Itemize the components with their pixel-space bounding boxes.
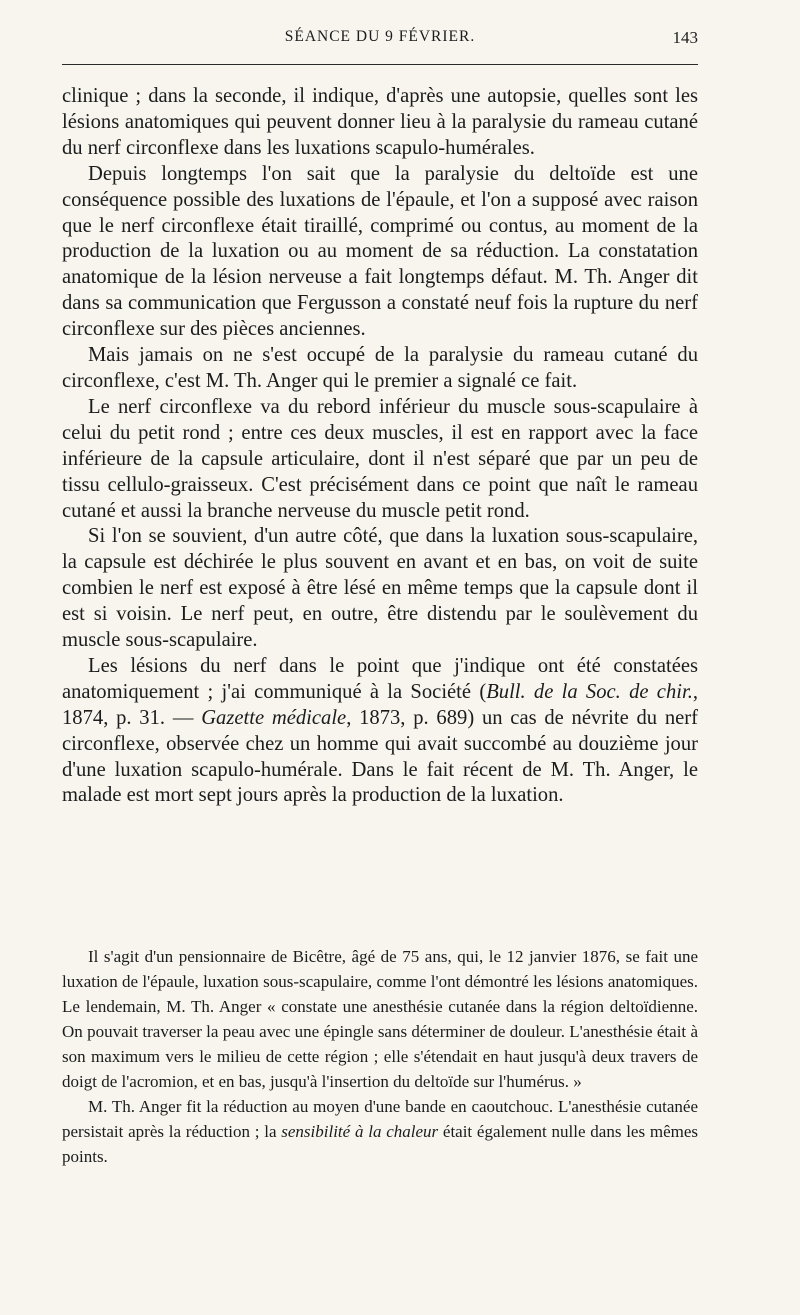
p6-citation-bull: Bull. de la Soc. de chir. — [486, 680, 693, 703]
header-rule — [62, 64, 698, 65]
p6-citation-gazette: Gazette médicale — [201, 706, 347, 729]
p6-text-c: , 1874, p. 31. — — [62, 680, 698, 729]
p6-text-a: Les lésions du nerf dans le point que j'indique ont été constatées anatomiquement ; j'ai communiqué à la Société ( — [62, 654, 698, 703]
main-text — [62, 84, 698, 809]
paragraph-3: Mais jamais on ne s'est occupé de la paralysie du rameau cutané du circonflexe, c'est M. Th. Anger qui le premier a signalé ce fait. — [62, 344, 698, 392]
n2-text-a: M. Th. Anger fit la réduction au moyen d'une bande en caoutchouc. L'anesthésie cutanée persistait après la réduction ; la — [62, 1097, 698, 1141]
paragraph-1: clinique ; dans la seconde, il indique, d'après une autopsie, quelles sont les lésions anatomiques qui peuvent donner lieu à la paralysie du rameau cutané du nerf circonflexe dans les luxations scapulo-humérales. — [62, 85, 698, 159]
small-print-section — [62, 944, 698, 1169]
n2-italic: sensibilité à la chaleur — [281, 1122, 439, 1141]
paragraph-4: Le nerf circonflexe va du rebord inférieur du muscle sous-scapulaire à celui du petit rond ; entre ces deux muscles, il est en rapport avec la face inférieure de la capsule articulaire, dont il n'est séparé que par un peu de tissu cellulo-graisseux. C'est précisément dans ce point que naît le rameau cutané et aussi la branche nerveuse du muscle petit rond. — [62, 395, 698, 522]
page-header — [62, 28, 698, 54]
paragraph-5: Si l'on se souvient, d'un autre côté, que dans la luxation sous-scapulaire, la capsule est déchirée le plus souvent en avant et en bas, on voit de suite combien le nerf est exposé à être lésé en même temps que la capsule dont il est si voisin. Le nerf peut, en outre, être distendu par le soulèvement du muscle sous-scapulaire. — [62, 525, 698, 652]
running-title: SÉANCE DU 9 FÉVRIER. — [284, 28, 476, 45]
paragraph-2: Depuis longtemps l'on sait que la paralysie du deltoïde est une conséquence possible des luxations de l'épaule, et l'on a supposé avec raison que le nerf circonflexe était tiraillé, comprimé ou contus, au moment de la production de la luxation ou au moment de sa réduction. La constatation anatomique de la lésion nerveuse a fait longtemps défaut. M. Th. Anger dit dans sa communication que Fergusson a constaté neuf fois la rupture du nerf circonflexe sur des pièces anciennes. — [62, 162, 698, 341]
note-paragraph-2 — [62, 1094, 698, 1169]
paragraph-6 — [62, 654, 698, 809]
page-number: 143 — [672, 28, 698, 47]
n2-text-c: était également nulle dans les mêmes points. — [62, 1122, 698, 1166]
note-paragraph-1: Il s'agit d'un pensionnaire de Bicêtre, âgé de 75 ans, qui, le 12 janvier 1876, se fait une luxation de l'épaule, luxation sous-scapulaire, comme l'ont démontré les lésions anatomiques. Le lendemain, M. Th. Anger « constate une anesthésie cutanée dans la région deltoïdienne. On pouvait traverser la peau avec une épingle sans déterminer de douleur. L'anesthésie était à son maximum vers le milieu de cette région ; elle s'étendait en haut jusqu'à deux travers de doigt de l'acromion, et en bas, jusqu'à l'insertion du deltoïde sur l'humérus. » — [62, 947, 698, 1091]
p6-text-e: , 1873, p. 689) un cas de névrite du nerf circonflexe, observée chez un homme qui avait succombé au douzième jour d'une luxation scapulo-humérale. Dans le fait récent de M. Th. Anger, le malade est mort sept jours après la production de la luxation. — [62, 706, 699, 807]
